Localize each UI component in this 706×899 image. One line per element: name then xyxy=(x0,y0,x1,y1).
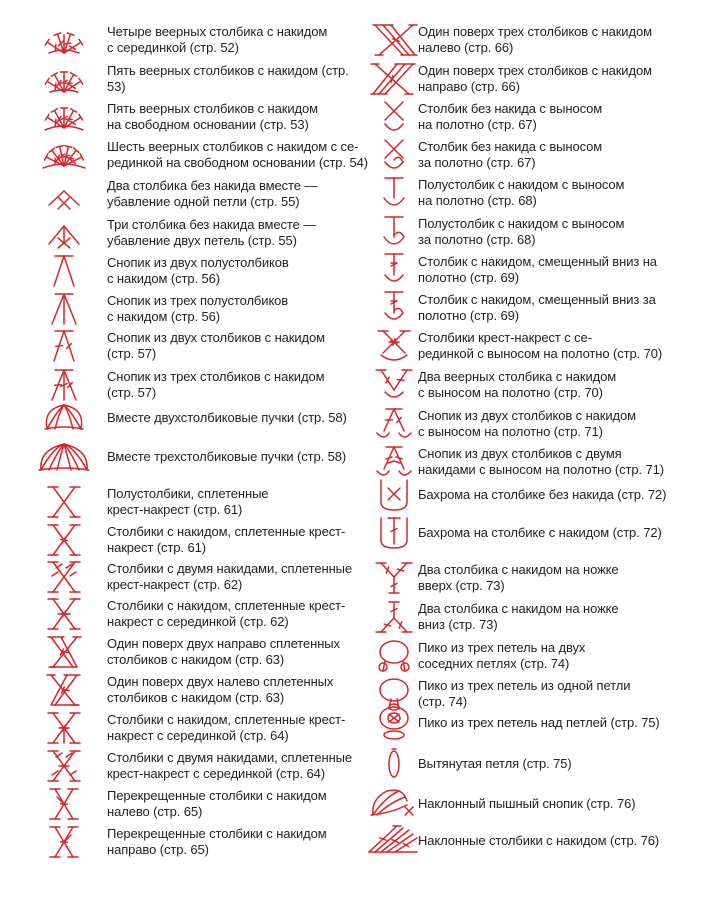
legend-text-line: направо (стр. 65) xyxy=(107,842,209,857)
cluster-two-double-icon xyxy=(37,327,91,365)
legend-text-line: за полотно (стр. 68) xyxy=(418,232,536,247)
five-fan-stitches-free-base-icon xyxy=(37,98,91,136)
single-crochet-back-post-icon xyxy=(367,136,421,174)
legend-description xyxy=(107,750,361,782)
one-over-two-left-icon xyxy=(37,671,91,709)
legend-text-line: (стр. 57) xyxy=(107,346,157,361)
legend-description xyxy=(418,24,706,56)
legend-description xyxy=(107,410,361,426)
legend-text-line: вверх (стр. 73) xyxy=(418,578,505,593)
crossed-post-with-center-icon xyxy=(367,327,421,365)
legend-text-line: Один поверх двух налево сплетенных xyxy=(107,674,334,689)
legend-description xyxy=(107,712,361,744)
legend-text-line: Снопик из двух полустолбиков xyxy=(107,255,289,270)
two-double-on-stem-up-icon xyxy=(367,559,421,597)
legend-text-line: Столбик с накидом, смещенный вниз за xyxy=(418,292,656,307)
legend-description xyxy=(418,446,706,478)
legend-text-line: Два веерных столбика с накидом xyxy=(418,369,617,384)
legend-text-line: с серединкой (стр. 52) xyxy=(107,40,239,55)
legend-description xyxy=(418,756,706,772)
legend-description xyxy=(107,63,361,95)
legend-text-line: Шесть веерных столбиков с накидом с се- xyxy=(107,139,359,154)
crossed-double-with-center-2-icon xyxy=(37,709,91,747)
legend-text-line: Перекрещенные столбики с накидом xyxy=(107,788,327,803)
legend-text-line: Пять веерных столбиков с накидом xyxy=(107,101,318,116)
crossed-treble-with-center-icon xyxy=(37,747,91,785)
legend-text-line: Наклонный пышный снопик (стр. 76) xyxy=(418,796,636,811)
half-double-back-post-icon xyxy=(367,213,421,251)
legend-text-line: соседних петлях (стр. 74) xyxy=(418,656,570,671)
six-fan-stitches-with-center-free-base-icon xyxy=(37,136,91,174)
legend-text-line: накрест с серединкой (стр. 64) xyxy=(107,728,289,743)
legend-text-line: Пико из трех петель на двух xyxy=(418,640,586,655)
legend-description xyxy=(107,217,361,249)
legend-text-line: Четыре веерных столбика с накидом xyxy=(107,24,328,39)
legend-text-line: Пико из трех петель над петлей (стр. 75) xyxy=(418,715,660,730)
legend-text-line: рединкой на свободном основании (стр. 54) xyxy=(107,155,368,170)
crossed-treble-stitches-icon xyxy=(37,558,91,596)
legend-description xyxy=(418,678,706,710)
legend-text-line: Снопик из двух столбиков с двумя xyxy=(418,446,622,461)
legend-text-line: Два столбика с накидом на ножке xyxy=(418,562,619,577)
fringe-double-crochet-icon xyxy=(367,514,421,552)
two-single-crochet-together-icon xyxy=(37,175,91,213)
legend-text-line: Снопик из трех полустолбиков xyxy=(107,293,289,308)
legend-text-line: Столбики с накидом, сплетенные крест- xyxy=(107,598,346,613)
legend-description xyxy=(107,674,361,706)
legend-text-line: Вместе трехстолбиковые пучки (стр. 58) xyxy=(107,449,347,464)
legend-description xyxy=(418,408,706,440)
legend-text-line: Три столбика без накида вместе — xyxy=(107,217,317,232)
cluster-three-half-double-icon xyxy=(37,290,91,328)
fringe-single-crochet-icon xyxy=(367,476,421,514)
legend-text-line: Полустолбики, сплетенные xyxy=(107,486,269,501)
legend-text-line: Столбик с накидом, смещенный вниз на xyxy=(418,254,657,269)
two-double-on-stem-down-icon xyxy=(367,598,421,636)
legend-text-line: с выносом на полотно (стр. 70) xyxy=(418,385,603,400)
picot-three-two-loops-icon xyxy=(367,637,421,675)
legend-description xyxy=(107,598,361,630)
legend-description xyxy=(107,101,361,133)
crossed-double-stitches-icon xyxy=(37,521,91,559)
legend-description xyxy=(107,139,368,171)
legend-text-line: полотно (стр. 69) xyxy=(418,270,519,285)
legend-text-line: на свободном основании (стр. 53) xyxy=(107,117,309,132)
legend-text-line: с накидом (стр. 56) xyxy=(107,309,220,324)
five-fan-stitches-icon xyxy=(37,60,91,98)
legend-text-line: на полотно (стр. 68) xyxy=(418,193,537,208)
legend-text-line: Вместе двухстолбиковые пучки (стр. 58) xyxy=(107,410,347,425)
legend-text-line: рединкой с выносом на полотно (стр. 70) xyxy=(418,346,663,361)
legend-text-line: (стр. 74) xyxy=(418,694,468,709)
crossed-stitches-right-icon xyxy=(37,823,91,861)
elongated-loop-icon xyxy=(367,745,421,783)
slanted-puff-cluster-icon xyxy=(367,785,421,823)
legend-description xyxy=(418,525,706,541)
one-over-two-right-icon xyxy=(37,633,91,671)
slanted-double-stitches-icon xyxy=(367,822,421,860)
legend-description xyxy=(107,486,361,518)
crossed-half-stitches-icon xyxy=(37,483,91,521)
legend-description xyxy=(418,101,706,133)
legend-description xyxy=(107,561,361,593)
legend-text-line: за полотно (стр. 67) xyxy=(418,155,536,170)
four-fan-stitches-with-center-icon xyxy=(37,21,91,59)
picot-over-loop-icon xyxy=(367,704,421,742)
legend-description xyxy=(107,826,361,858)
legend-description xyxy=(418,139,706,171)
legend-text-line: крест-накрест с серединкой (стр. 64) xyxy=(107,766,325,781)
legend-text-line: накрест (стр. 61) xyxy=(107,540,206,555)
legend-description xyxy=(418,601,706,633)
legend-description xyxy=(418,562,706,594)
double-offset-back-icon xyxy=(367,289,421,327)
legend-text-line: Пять веерных столбиков с накидом (стр. xyxy=(107,63,349,78)
crossed-stitches-left-icon xyxy=(37,785,91,823)
legend-description xyxy=(107,255,361,287)
legend-text-line: с накидом (стр. 56) xyxy=(107,271,220,286)
legend-description xyxy=(418,833,706,849)
legend-text-line: Вытянутая петля (стр. 75) xyxy=(418,756,572,771)
cluster-two-post-icon xyxy=(367,405,421,443)
legend-text-line: столбиков с накидом (стр. 63) xyxy=(107,690,285,705)
legend-description xyxy=(107,449,361,465)
legend-text-line: Столбик без накида с выносом xyxy=(418,101,603,116)
legend-description xyxy=(107,178,361,210)
legend-text-line: налево (стр. 65) xyxy=(107,804,203,819)
legend-text-line: накидами с выносом на полотно (стр. 71) xyxy=(418,462,664,477)
legend-text-line: Пико из трех петель из одной петли xyxy=(418,678,631,693)
legend-text-line: Снопик из двух столбиков с накидом xyxy=(418,408,637,423)
legend-description xyxy=(418,63,706,95)
legend-text-line: вниз (стр. 73) xyxy=(418,617,498,632)
legend-description xyxy=(418,292,706,324)
three-stitch-puffs-together-icon xyxy=(37,438,91,476)
two-stitch-puffs-together-icon xyxy=(37,399,91,437)
legend-description xyxy=(418,715,706,731)
legend-text-line: Бахрома на столбике с накидом (стр. 72) xyxy=(418,525,662,540)
legend-text-line: Снопик из двух столбиков с накидом xyxy=(107,330,326,345)
legend-text-line: Наклонные столбики с накидом (стр. 76) xyxy=(418,833,660,848)
legend-text-line: накрест с серединкой (стр. 62) xyxy=(107,614,289,629)
legend-text-line: Снопик из трех столбиков с накидом xyxy=(107,369,325,384)
legend-description xyxy=(107,369,361,401)
legend-text-line: Два столбика с накидом на ножке xyxy=(418,601,619,616)
one-over-three-left-icon xyxy=(367,21,421,59)
legend-text-line: крест-накрест (стр. 61) xyxy=(107,502,243,517)
legend-text-line: Один поверх двух направо сплетенных xyxy=(107,636,340,651)
legend-text-line: Перекрещенные столбики с накидом xyxy=(107,826,327,841)
legend-description xyxy=(418,216,706,248)
legend-text-line: с выносом на полотно (стр. 71) xyxy=(418,424,603,439)
legend-text-line: Столбики крест-накрест с се- xyxy=(418,330,592,345)
legend-description xyxy=(418,369,706,401)
legend-description xyxy=(107,788,361,820)
crossed-double-with-center-icon xyxy=(37,595,91,633)
legend-description xyxy=(418,254,706,286)
two-fan-post-stitches-icon xyxy=(367,366,421,404)
legend-description xyxy=(107,293,361,325)
legend-text-line: убавление двух петель (стр. 55) xyxy=(107,233,297,248)
legend-text-line: Столбики с двумя накидами, сплетенные xyxy=(107,750,353,765)
legend-text-line: на полотно (стр. 67) xyxy=(418,117,537,132)
legend-text-line: Столбики с двумя накидами, сплетенные xyxy=(107,561,353,576)
legend-text-line: налево (стр. 66) xyxy=(418,40,514,55)
legend-text-line: Столбик без накида с выносом xyxy=(418,139,603,154)
legend-description xyxy=(107,330,361,362)
single-crochet-front-post-icon xyxy=(367,98,421,136)
legend-text-line: убавление одной петли (стр. 55) xyxy=(107,194,300,209)
legend-description xyxy=(107,524,361,556)
one-over-three-right-icon xyxy=(367,60,421,98)
legend-description xyxy=(418,640,706,672)
legend-text-line: Два столбика без накида вместе — xyxy=(107,178,318,193)
legend-text-line: Бахрома на столбике без накида (стр. 72) xyxy=(418,487,667,502)
legend-text-line: крест-накрест (стр. 62) xyxy=(107,577,243,592)
legend-description xyxy=(107,636,361,668)
legend-text-line: Полустолбик с накидом с выносом xyxy=(418,177,625,192)
legend-text-line: полотно (стр. 69) xyxy=(418,308,519,323)
legend-description xyxy=(418,177,706,209)
cluster-two-half-double-icon xyxy=(37,252,91,290)
legend-text-line: столбиков с накидом (стр. 63) xyxy=(107,652,285,667)
legend-description xyxy=(418,330,706,362)
legend-text-line: Столбики с накидом, сплетенные крест- xyxy=(107,712,346,727)
double-offset-front-icon xyxy=(367,251,421,289)
legend-text-line: Полустолбик с накидом с выносом xyxy=(418,216,625,231)
three-single-crochet-together-icon xyxy=(37,214,91,252)
legend-description xyxy=(107,24,361,56)
legend-description xyxy=(418,487,706,503)
legend-description xyxy=(418,796,706,812)
legend-text-line: направо (стр. 66) xyxy=(418,79,520,94)
legend-text-line: 53) xyxy=(107,79,126,94)
legend-text-line: (стр. 57) xyxy=(107,385,157,400)
legend-text-line: Один поверх трех столбиков с накидом xyxy=(418,24,652,39)
half-double-front-post-icon xyxy=(367,174,421,212)
legend-text-line: Столбики с накидом, сплетенные крест- xyxy=(107,524,346,539)
legend-text-line: Один поверх трех столбиков с накидом xyxy=(418,63,652,78)
